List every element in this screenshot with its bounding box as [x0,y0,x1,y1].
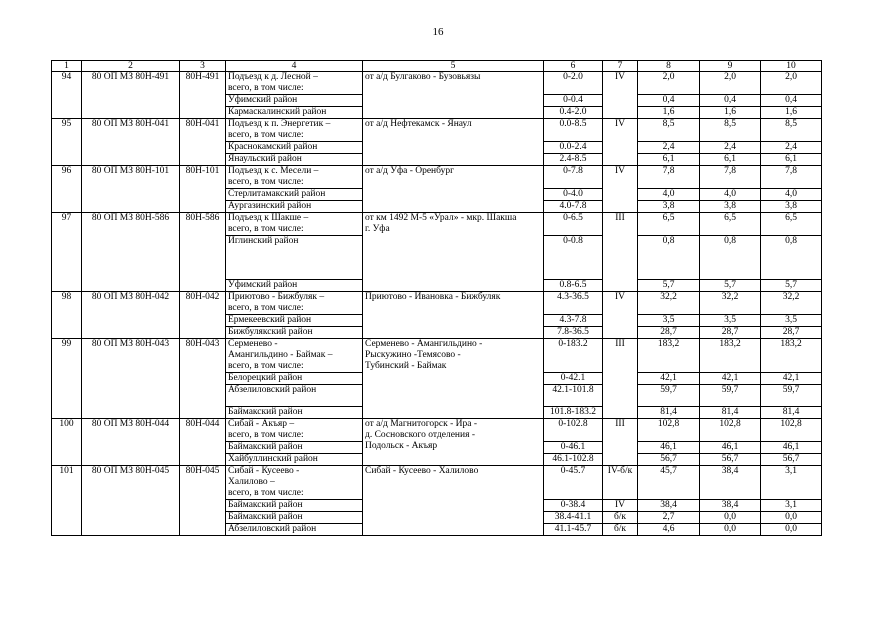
road-category: IV [603,292,638,339]
row-number: 101 [52,466,82,536]
length-total: 102,8 [638,419,700,442]
road-route-line: от а/д Магнитогорск - Ира - [365,419,477,429]
district-km-range: 4.3-7.8 [544,315,603,327]
district-length-paved: 5,7 [700,280,761,292]
district-km-range: 4.0-7.8 [544,201,603,213]
row-number: 99 [52,339,82,419]
road-name-line: Амангильдино - Баймак – [228,350,333,360]
road-route-line: от а/д Нефтекамск - Янаул [365,119,472,129]
road-name-line: Подъезд к д. Лесной – [228,72,318,82]
road-name [226,339,363,373]
road-name [226,166,363,189]
district-km-range: 38.4-41.1 [544,512,603,524]
district-length-total: 28,7 [638,327,700,339]
district-length-improved: 59,7 [761,385,822,407]
district-length-total: 0,4 [638,95,700,107]
length-improved: 2,0 [761,72,822,95]
page-number: 16 [432,26,444,38]
district-length-improved: 56,7 [761,454,822,466]
district-length-total: 38,4 [638,500,700,512]
length-total: 2,0 [638,72,700,95]
header-cell: 9 [700,61,761,72]
district-length-paved: 2,4 [700,142,761,154]
road-km-range: 0-45.7 [544,466,603,500]
header-cell: 3 [180,61,226,72]
district-name: Баймакский район [226,500,363,512]
table-row [52,466,822,500]
district-length-total: 46,1 [638,442,700,454]
road-name-line: всего, в том числе: [228,361,304,371]
district-length-improved: 3,5 [761,315,822,327]
road-name-line: Серменево - [228,339,278,349]
header-cell: 1 [52,61,82,72]
header-cell: 6 [544,61,603,72]
district-length-improved: 46,1 [761,442,822,454]
road-km-range: 0.0-8.5 [544,119,603,142]
district-length-improved: 3,8 [761,201,822,213]
road-category: III [603,339,638,419]
district-length-improved: 81,4 [761,407,822,419]
row-number: 95 [52,119,82,166]
district-km-range: 0.0-2.4 [544,142,603,154]
road-route [363,166,544,213]
district-length-total: 4,6 [638,524,700,536]
district-km-range: 0.4-2.0 [544,107,603,119]
road-short-code: 80Н-045 [180,466,226,536]
header-cell: 2 [82,61,180,72]
district-length-paved: 0,8 [700,236,761,280]
district-km-range: 0.8-6.5 [544,280,603,292]
road-route-line: Серменево - Амангильдино - [365,339,483,349]
district-length-improved: 6,1 [761,154,822,166]
district-km-range: 41.1-45.7 [544,524,603,536]
header-cell: 5 [363,61,544,72]
district-length-paved: 0,0 [700,512,761,524]
road-short-code: 80Н-586 [180,213,226,292]
road-route-line: от км 1492 М-5 «Урал» - мкр. Шакша [365,213,517,223]
road-code: 80 ОП МЗ 80Н-043 [82,339,180,419]
road-name-line: Сибай - Кусеево - [228,466,300,476]
length-paved: 6,5 [700,213,761,236]
district-name: Аургазинский район [226,201,363,213]
row-number: 96 [52,166,82,213]
district-length-paved: 38,4 [700,500,761,512]
road-route-line: Тубинский - Баймак [365,361,447,371]
road-code: 80 ОП МЗ 80Н-491 [82,72,180,119]
road-km-range: 0-7.8 [544,166,603,189]
road-category: III [603,419,638,466]
road-km-range: 0-6.5 [544,213,603,236]
district-length-total: 6,1 [638,154,700,166]
length-improved: 3,1 [761,466,822,500]
length-improved: 6,5 [761,213,822,236]
length-paved: 38,4 [700,466,761,500]
row-number: 98 [52,292,82,339]
road-route [363,339,544,419]
road-category: IV [603,72,638,119]
road-code: 80 ОП МЗ 80Н-101 [82,166,180,213]
district-km-range: 7.8-36.5 [544,327,603,339]
road-short-code: 80Н-491 [180,72,226,119]
district-length-paved: 3,8 [700,201,761,213]
road-name-line: Халилово – [228,477,275,487]
district-length-total: 81,4 [638,407,700,419]
district-km-range: 46.1-102.8 [544,454,603,466]
district-length-total: 3,5 [638,315,700,327]
district-length-total: 42,1 [638,373,700,385]
district-length-total: 2,7 [638,512,700,524]
district-name: Стерлитамакский район [226,189,363,201]
road-name [226,119,363,142]
road-short-code: 80Н-101 [180,166,226,213]
road-route-line: от а/д Булгаково - Бузовьязы [365,72,481,82]
district-name: Хайбуллинский район [226,454,363,466]
length-paved: 7,8 [700,166,761,189]
table-row [52,419,822,442]
district-name: Уфимский район [226,280,363,292]
header-cell: 7 [603,61,638,72]
road-name [226,466,363,500]
header-cell: 4 [226,61,363,72]
district-name: Баймакский район [226,407,363,419]
district-length-improved: 4,0 [761,189,822,201]
length-paved: 183,2 [700,339,761,373]
district-length-improved: 28,7 [761,327,822,339]
district-name: Бижбулякский район [226,327,363,339]
row-number: 97 [52,213,82,292]
road-name-line: Приютово - Бижбуляк – [228,292,325,302]
length-total: 7,8 [638,166,700,189]
road-km-range: 0-2.0 [544,72,603,95]
district-length-improved: 3,1 [761,500,822,512]
district-name: Иглинский район [226,236,363,280]
road-km-range: 4.3-36.5 [544,292,603,315]
road-name-line: всего, в том числе: [228,83,304,93]
road-km-range: 0-102.8 [544,419,603,442]
road-route [363,466,544,536]
district-length-paved: 3,5 [700,315,761,327]
road-code: 80 ОП МЗ 80Н-586 [82,213,180,292]
length-improved: 102,8 [761,419,822,442]
district-name: Янаульский район [226,154,363,166]
district-name: Баймакский район [226,512,363,524]
length-improved: 7,8 [761,166,822,189]
length-paved: 32,2 [700,292,761,315]
district-km-range: 0-38.4 [544,500,603,512]
district-length-improved: 1,6 [761,107,822,119]
row-number: 94 [52,72,82,119]
district-name: Белорецкий район [226,373,363,385]
road-name-line: всего, в том числе: [228,177,304,187]
district-length-improved: 0,4 [761,95,822,107]
road-short-code: 80Н-044 [180,419,226,466]
road-name-line: Подъезд к п. Энергетик – [228,119,331,129]
road-route [363,292,544,339]
road-code: 80 ОП МЗ 80Н-044 [82,419,180,466]
district-length-paved: 28,7 [700,327,761,339]
road-short-code: 80Н-043 [180,339,226,419]
road-name [226,419,363,442]
road-name-line: всего, в том числе: [228,130,304,140]
district-km-range: 0-42.1 [544,373,603,385]
length-total: 6,5 [638,213,700,236]
road-route [363,213,544,292]
length-total: 32,2 [638,292,700,315]
district-name: Ермекеевский район [226,315,363,327]
district-name: Кармаскалинский район [226,107,363,119]
road-name [226,292,363,315]
road-name-line: Подъезд к Шакше – [228,213,309,223]
road-code: 80 ОП МЗ 80Н-041 [82,119,180,166]
road-category: III [603,213,638,292]
district-km-range: 0-4.0 [544,189,603,201]
district-length-improved: 42,1 [761,373,822,385]
district-length-total: 2,4 [638,142,700,154]
road-route-line: Рыскужино -Темясово - [365,350,461,360]
header-cell: 8 [638,61,700,72]
road-route [363,72,544,119]
district-name: Краснокамский район [226,142,363,154]
road-route [363,419,544,466]
district-category: б/к [603,512,638,524]
district-length-total: 0,8 [638,236,700,280]
header-row [52,61,822,72]
road-route-line: Сибай - Кусеево - Халилово [365,466,479,476]
length-total: 183,2 [638,339,700,373]
road-name [226,213,363,236]
district-name: Абзелиловский район [226,385,363,407]
district-km-range: 42.1-101.8 [544,385,603,407]
district-category: б/к [603,524,638,536]
district-km-range: 0-0.8 [544,236,603,280]
road-code: 80 ОП МЗ 80Н-042 [82,292,180,339]
district-length-paved: 42,1 [700,373,761,385]
district-length-total: 5,7 [638,280,700,292]
district-length-improved: 5,7 [761,280,822,292]
length-improved: 183,2 [761,339,822,373]
road-name [226,72,363,95]
road-name-line: всего, в том числе: [228,430,304,440]
table-row [52,72,822,95]
district-length-improved: 0,0 [761,524,822,536]
road-category: IV [603,119,638,166]
district-length-total: 56,7 [638,454,700,466]
table-row [52,213,822,236]
road-short-code: 80Н-042 [180,292,226,339]
table-row [52,292,822,315]
road-route-line: д. Сосновского отделения - [365,430,476,440]
district-name: Абзелиловский район [226,524,363,536]
length-paved: 2,0 [700,72,761,95]
district-length-improved: 2,4 [761,142,822,154]
road-name-line: всего, в том числе: [228,488,304,498]
row-number: 100 [52,419,82,466]
length-paved: 8,5 [700,119,761,142]
district-length-paved: 59,7 [700,385,761,407]
length-total: 45,7 [638,466,700,500]
road-category: IV-б/к [603,466,638,500]
district-name: Уфимский район [226,95,363,107]
district-length-total: 59,7 [638,385,700,407]
district-length-total: 4,0 [638,189,700,201]
district-length-paved: 0,4 [700,95,761,107]
district-km-range: 101.8-183.2 [544,407,603,419]
district-length-paved: 46,1 [700,442,761,454]
road-route-line: Подольск - Акъяр [365,441,438,451]
road-category: IV [603,166,638,213]
district-length-paved: 4,0 [700,189,761,201]
road-name-line: всего, в том числе: [228,224,304,234]
road-route-line: Приютово - Ивановка - Бижбуляк [365,292,501,302]
district-length-paved: 0,0 [700,524,761,536]
road-short-code: 80Н-041 [180,119,226,166]
district-length-paved: 1,6 [700,107,761,119]
road-km-range: 0-183.2 [544,339,603,373]
district-length-paved: 6,1 [700,154,761,166]
district-category: IV [603,500,638,512]
district-name: Баймакский район [226,442,363,454]
district-length-total: 3,8 [638,201,700,213]
road-name-line: всего, в том числе: [228,303,304,313]
district-length-total: 1,6 [638,107,700,119]
road-route-line: от а/д Уфа - Оренбург [365,166,455,176]
table-row [52,339,822,373]
district-length-improved: 0,0 [761,512,822,524]
district-km-range: 0-0.4 [544,95,603,107]
district-length-paved: 81,4 [700,407,761,419]
road-name-line: Подъезд к с. Месели – [228,166,319,176]
roads-table [51,60,822,536]
header-cell: 10 [761,61,822,72]
district-length-paved: 56,7 [700,454,761,466]
length-total: 8,5 [638,119,700,142]
length-paved: 102,8 [700,419,761,442]
district-length-improved: 0,8 [761,236,822,280]
district-km-range: 2.4-8.5 [544,154,603,166]
length-improved: 8,5 [761,119,822,142]
length-improved: 32,2 [761,292,822,315]
road-route [363,119,544,166]
road-route-line: г. Уфа [365,224,390,234]
road-name-line: Сибай - Акъяр – [228,419,295,429]
table-row [52,166,822,189]
road-code: 80 ОП МЗ 80Н-045 [82,466,180,536]
table-row [52,119,822,142]
district-km-range: 0-46.1 [544,442,603,454]
